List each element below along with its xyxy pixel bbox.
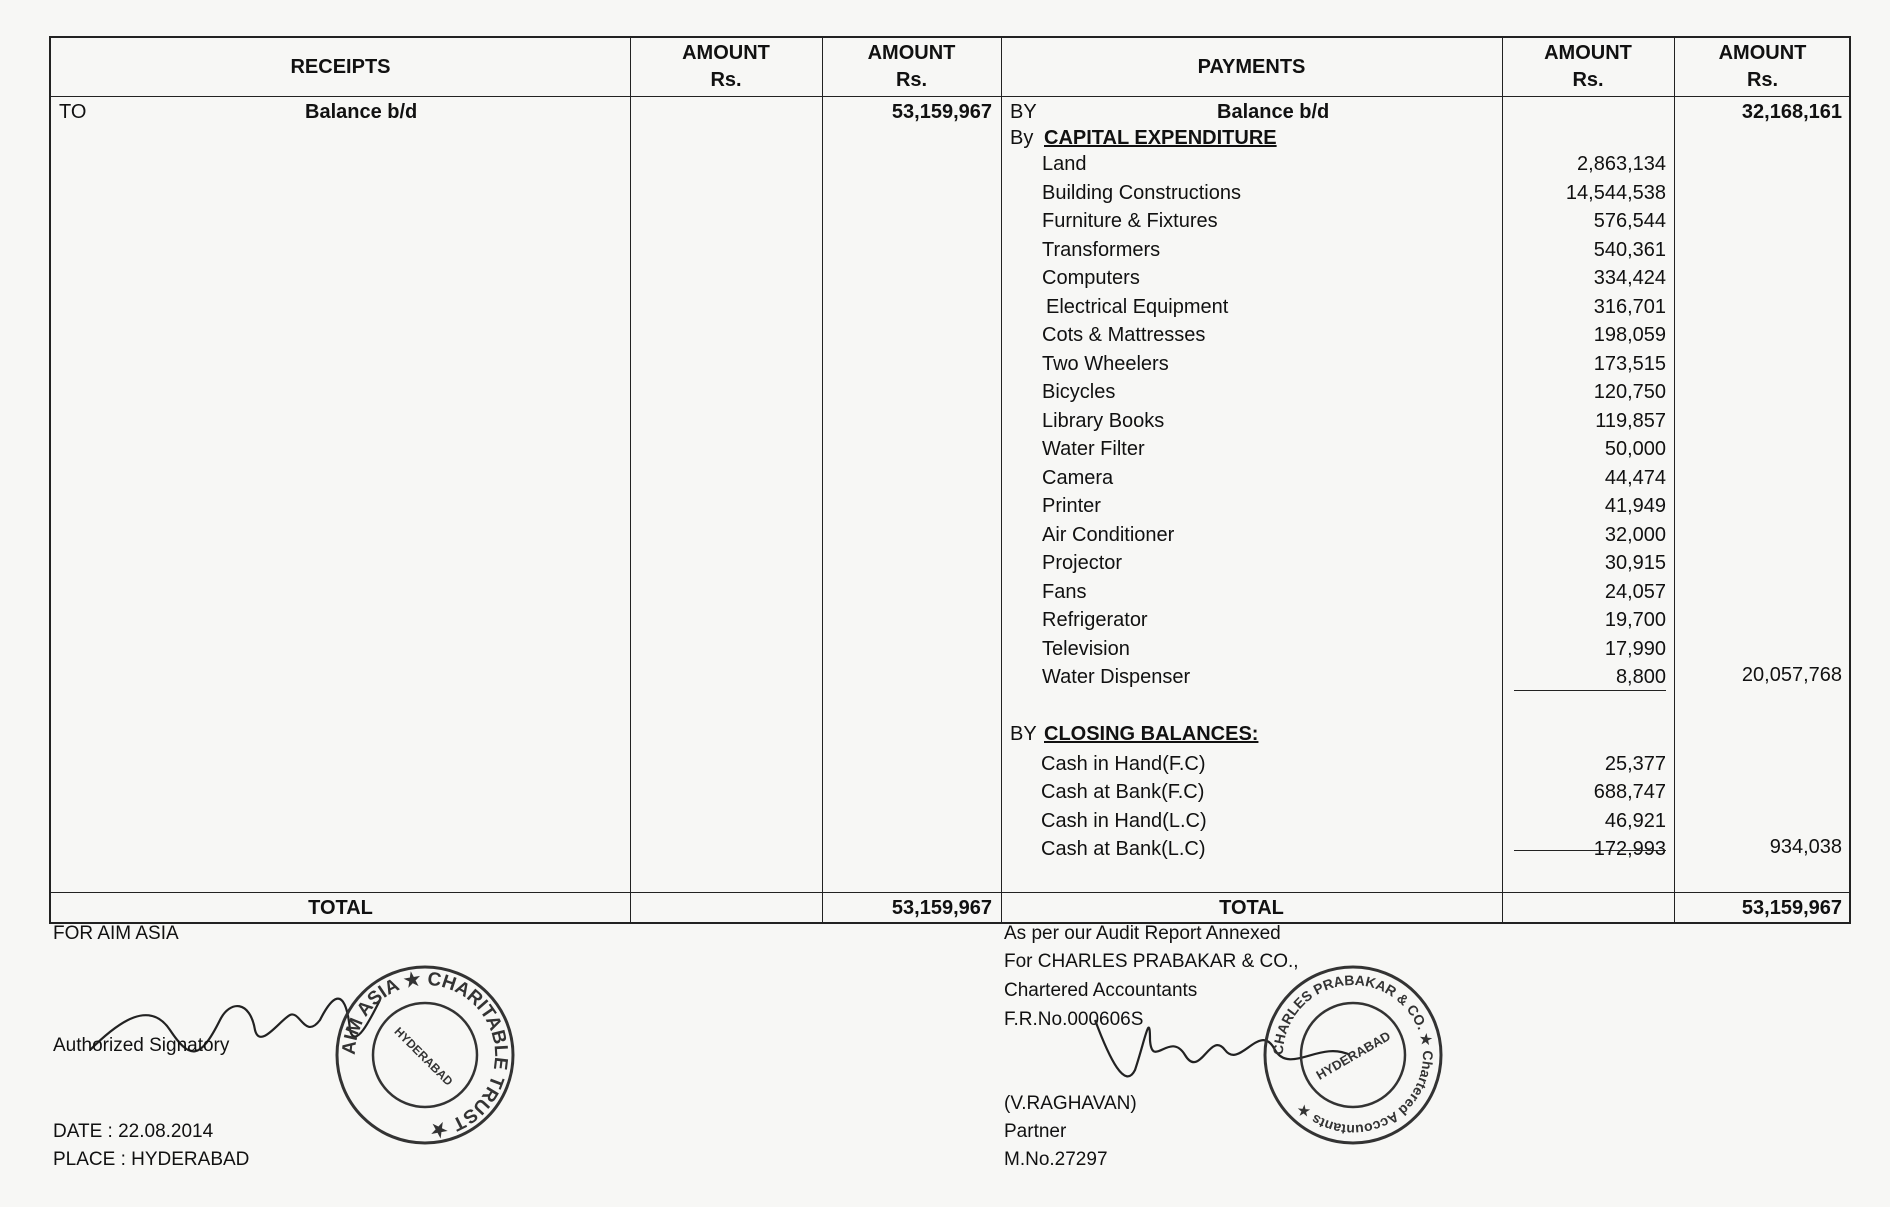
receipts-balance-amount: 53,159,967: [891, 101, 992, 123]
closing-heading: CLOSING BALANCES:: [1044, 723, 1259, 745]
capex-item-amount: 119,857: [1595, 409, 1666, 432]
audit-line: As per our Audit Report Annexed: [1004, 923, 1281, 944]
capex-item-label: Printer: [1042, 495, 1101, 517]
capex-item-amount: 2,863,134: [1577, 153, 1666, 175]
capex-item-label: Television: [1042, 637, 1130, 660]
capex-sum-line: [1514, 690, 1666, 691]
capex-item-amount: 50,000: [1604, 438, 1666, 460]
capex-item-amount: 44,474: [1604, 466, 1666, 489]
capex-item-label: Computers: [1042, 267, 1140, 289]
accountants-line: Chartered Accountants: [1004, 980, 1198, 1001]
capex-item-amount: 8,800: [1615, 666, 1666, 688]
amount-header-label: AMOUNT: [1718, 42, 1807, 64]
col-divider: [1001, 38, 1002, 922]
firm-line: For CHARLES PRABAKAR & CO.,: [1004, 951, 1299, 972]
closing-item-label: Cash in Hand(L.C): [1041, 809, 1207, 832]
amount-header-label: AMOUNT: [682, 42, 770, 64]
amount-header: [1502, 38, 1674, 96]
receipts-total-label: TOTAL: [308, 897, 373, 919]
closing-prefix: BY: [1010, 723, 1037, 745]
closing-item-label: Cash at Bank(L.C): [1041, 837, 1206, 860]
capex-item-amount: 198,059: [1593, 324, 1666, 346]
payments-balance-label: Balance b/d: [1217, 101, 1330, 123]
capex-item-label: Land: [1042, 153, 1087, 175]
capex-item-label: Air Conditioner: [1042, 523, 1175, 546]
payments-balance-amount: 32,168,161: [1741, 101, 1842, 123]
capex-item-amount: 173,515: [1593, 352, 1666, 375]
capex-item-label: Building Constructions: [1042, 181, 1241, 204]
receipts-to-label: TO: [59, 101, 87, 123]
amount-header: [1674, 38, 1851, 96]
capex-item-amount: 30,915: [1604, 552, 1666, 574]
capex-item-amount: 17,990: [1604, 637, 1666, 660]
payments-total-label: TOTAL: [1219, 897, 1284, 919]
amount-header-label: AMOUNT: [867, 42, 956, 64]
capex-item-label: Transformers: [1042, 238, 1161, 261]
footer-signatory: Authorized Signatory: [53, 1035, 230, 1056]
capex-item-label: Water Filter: [1042, 438, 1145, 460]
capex-item-label: Bicycles: [1042, 381, 1116, 403]
capex-item-amount: 19,700: [1604, 609, 1666, 631]
closing-item-amount: 172,993: [1593, 837, 1666, 860]
payments-by-label: BY: [1010, 101, 1037, 123]
header-divider: [51, 96, 1849, 97]
capex-item-label: Fans: [1042, 580, 1087, 603]
receipts-header: RECEIPTS: [290, 55, 391, 78]
capex-item-amount: 316,701: [1593, 295, 1666, 318]
capex-item-amount: 24,057: [1604, 580, 1666, 603]
capex-item-amount: 32,000: [1604, 523, 1666, 546]
frn-line: F.R.No.000606S: [1004, 1009, 1144, 1030]
capex-item-label: Furniture & Fixtures: [1042, 210, 1218, 232]
partner-name: (V.RAGHAVAN): [1004, 1093, 1137, 1114]
capex-total: 20,057,768: [1741, 664, 1842, 686]
capex-item-amount: 334,424: [1593, 267, 1666, 289]
receipts-balance-label: Balance b/d: [305, 101, 418, 123]
membership-number: M.No.27297: [1004, 1149, 1108, 1170]
closing-item-amount: 25,377: [1604, 753, 1666, 775]
footer-place: PLACE : HYDERABAD: [53, 1149, 250, 1170]
capex-item-amount: 41,949: [1604, 495, 1666, 517]
capex-item-label: Two Wheelers: [1042, 352, 1169, 375]
payments-total-amount: 53,159,967: [1741, 897, 1842, 919]
capex-item-amount: 120,750: [1593, 381, 1666, 403]
col-divider: [1674, 38, 1675, 922]
ca-seal-inner-text: HYDERABAD: [1313, 1028, 1393, 1083]
capex-item-label: Projector: [1042, 552, 1123, 574]
partner-role: Partner: [1004, 1121, 1067, 1142]
rs-header-label: Rs.: [710, 69, 742, 91]
capex-item-label: Cots & Mattresses: [1042, 324, 1206, 346]
closing-sum-line: [1514, 850, 1666, 851]
col-divider: [630, 38, 631, 922]
capex-item-label: Camera: [1042, 466, 1114, 489]
footer-date: DATE : 22.08.2014: [53, 1121, 214, 1142]
capex-item-label: Library Books: [1042, 409, 1165, 432]
payments-header: PAYMENTS: [1197, 55, 1306, 78]
capex-item-amount: 14,544,538: [1565, 181, 1666, 204]
capex-item-label: Electrical Equipment: [1046, 295, 1229, 318]
capex-item-amount: 540,361: [1593, 238, 1666, 261]
receipts-payments-table: [49, 36, 1851, 924]
amount-header: [630, 38, 822, 96]
closing-total: 934,038: [1769, 836, 1842, 858]
total-divider: [51, 892, 1849, 893]
closing-item-amount: 688,747: [1593, 781, 1666, 804]
closing-item-label: Cash at Bank(F.C): [1041, 781, 1205, 804]
rs-header-label: Rs.: [895, 69, 928, 91]
rs-header-label: Rs.: [1572, 69, 1604, 91]
amount-header-label: AMOUNT: [1544, 42, 1632, 64]
closing-item-label: Cash in Hand(F.C): [1041, 753, 1206, 775]
capex-item-label: Refrigerator: [1042, 609, 1148, 631]
capex-item-amount: 576,544: [1593, 210, 1666, 232]
capex-heading: CAPITAL EXPENDITURE: [1044, 127, 1277, 149]
ca-seal-stamp: [1258, 960, 1448, 1150]
capex-prefix: By: [1010, 127, 1034, 149]
receipts-total-amount: 53,159,967: [891, 897, 992, 919]
closing-item-amount: 46,921: [1604, 809, 1666, 832]
col-divider: [822, 38, 823, 922]
capex-item-label: Water Dispenser: [1042, 666, 1191, 688]
footer-org: FOR AIM ASIA: [53, 923, 179, 944]
rs-header-label: Rs.: [1746, 69, 1779, 91]
trust-seal-inner-text: HYDERABAD: [391, 1024, 456, 1089]
trust-seal-outer-text: AIM ASIA ★ CHARITABLE TRUST ★: [338, 968, 512, 1142]
trust-seal-stamp: [330, 960, 520, 1150]
ca-seal-outer-text: CHARLES PRABAKAR & CO. ★ Chartered Accountants ★: [1269, 971, 1437, 1139]
amount-header: [822, 38, 1001, 96]
